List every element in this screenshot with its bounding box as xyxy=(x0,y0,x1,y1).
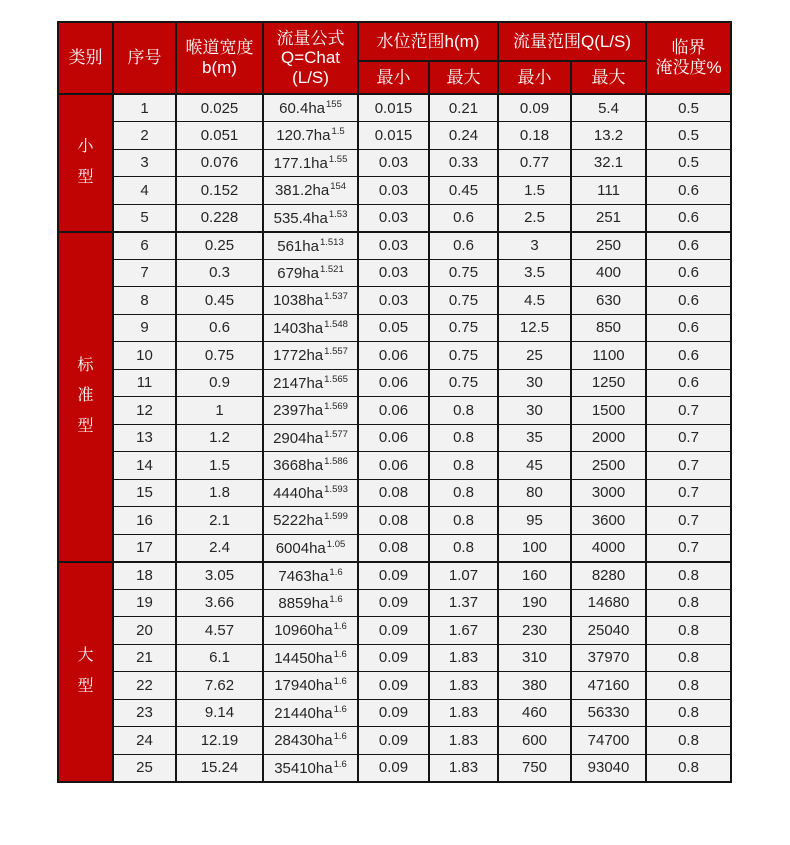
level-min-value: 0.05 xyxy=(358,314,429,342)
row-number: 10 xyxy=(113,342,176,370)
formula-value: $5222ha^{1.599}$ xyxy=(263,507,358,535)
submergence-value: 0.8 xyxy=(646,754,731,782)
header-formula-line1: 流量公式 xyxy=(276,28,345,48)
flow-max-value: 3600 xyxy=(571,507,646,535)
flow-max-value: 32.1 xyxy=(571,149,646,177)
level-min-value: 0.03 xyxy=(358,259,429,287)
header-index-label: 序号 xyxy=(127,48,162,68)
table-row xyxy=(58,204,731,232)
flow-max-value: 1500 xyxy=(571,397,646,425)
row-number: 16 xyxy=(113,507,176,535)
table-row xyxy=(58,754,731,782)
level-max-value: 0.8 xyxy=(429,507,498,535)
submergence-value: 0.8 xyxy=(646,562,731,590)
table-row xyxy=(58,232,731,260)
row-number: 2 xyxy=(113,122,176,150)
flow-max-value: 56330 xyxy=(571,699,646,727)
submergence-value: 0.7 xyxy=(646,424,731,452)
level-min-value: 0.08 xyxy=(358,507,429,535)
row-number: 25 xyxy=(113,754,176,782)
header-critical-line1: 临界 xyxy=(671,38,706,58)
throat-width-value: 0.025 xyxy=(176,94,263,122)
header-flow-range-label: 流量范围Q(L/S) xyxy=(512,31,632,51)
level-max-value: 0.8 xyxy=(429,424,498,452)
flow-min-value: 25 xyxy=(498,342,571,370)
throat-width-value: 0.3 xyxy=(176,259,263,287)
flow-min-value: 160 xyxy=(498,562,571,590)
row-number: 3 xyxy=(113,149,176,177)
category-cell: 小 型 xyxy=(58,94,113,232)
flow-min-value: 190 xyxy=(498,589,571,617)
table-header xyxy=(58,22,731,94)
level-max-value: 0.45 xyxy=(429,177,498,205)
submergence-value: 0.7 xyxy=(646,507,731,535)
row-number: 1 xyxy=(113,94,176,122)
formula-exponent: 1.548 xyxy=(324,318,348,330)
flow-max-value: 4000 xyxy=(571,534,646,562)
throat-width-value: 0.051 xyxy=(176,122,263,150)
level-min-value: 0.03 xyxy=(358,287,429,315)
header-flow-max xyxy=(571,61,646,94)
flow-max-value: 1100 xyxy=(571,342,646,370)
formula-value: $177.1ha^{1.55}$ xyxy=(263,149,358,177)
flow-max-value: 14680 xyxy=(571,589,646,617)
flow-min-value: 80 xyxy=(498,479,571,507)
level-max-value: 0.6 xyxy=(429,232,498,260)
flow-max-value: 3000 xyxy=(571,479,646,507)
table-body xyxy=(58,94,731,782)
level-max-value: 1.83 xyxy=(429,672,498,700)
formula-exponent: 1.53 xyxy=(328,208,348,220)
header-level-max-label: 最大 xyxy=(446,67,481,87)
formula-value: $120.7ha^{1.5}$ xyxy=(263,122,358,150)
table-row xyxy=(58,507,731,535)
level-max-value: 0.75 xyxy=(429,369,498,397)
row-number: 14 xyxy=(113,452,176,480)
level-min-value: 0.09 xyxy=(358,617,429,645)
formula-exponent: 1.521 xyxy=(319,263,344,275)
row-number: 23 xyxy=(113,699,176,727)
table-row xyxy=(58,94,731,122)
table-row xyxy=(58,397,731,425)
level-min-value: 0.09 xyxy=(358,727,429,755)
formula-value: $7463ha^{1.6}$ xyxy=(263,562,358,590)
throat-width-value: 0.75 xyxy=(176,342,263,370)
row-number: 13 xyxy=(113,424,176,452)
submergence-value: 0.8 xyxy=(646,699,731,727)
flow-max-value: 630 xyxy=(571,287,646,315)
table-row xyxy=(58,342,731,370)
level-max-value: 0.8 xyxy=(429,397,498,425)
formula-value: $2397ha^{1.569}$ xyxy=(263,397,358,425)
formula-value: $21440ha^{1.6}$ xyxy=(263,699,358,727)
formula-value: $1038ha^{1.537}$ xyxy=(263,287,358,315)
row-number: 12 xyxy=(113,397,176,425)
level-min-value: 0.09 xyxy=(358,672,429,700)
submergence-value: 0.8 xyxy=(646,589,731,617)
submergence-value: 0.6 xyxy=(646,259,731,287)
table-row xyxy=(58,122,731,150)
flow-min-value: 460 xyxy=(498,699,571,727)
submergence-value: 0.6 xyxy=(646,287,731,315)
submergence-value: 0.6 xyxy=(646,232,731,260)
table-row xyxy=(58,589,731,617)
submergence-value: 0.7 xyxy=(646,479,731,507)
throat-width-value: 7.62 xyxy=(176,672,263,700)
flow-max-value: 5.4 xyxy=(571,94,646,122)
flow-max-value: 93040 xyxy=(571,754,646,782)
row-number: 24 xyxy=(113,727,176,755)
row-number: 7 xyxy=(113,259,176,287)
row-number: 18 xyxy=(113,562,176,590)
header-level-range-label: 水位范围h(m) xyxy=(376,31,480,51)
submergence-value: 0.5 xyxy=(646,122,731,150)
flow-max-value: 850 xyxy=(571,314,646,342)
flow-min-value: 4.5 xyxy=(498,287,571,315)
submergence-value: 0.7 xyxy=(646,534,731,562)
formula-value: $10960ha^{1.6}$ xyxy=(263,617,358,645)
formula-value: $2904ha^{1.577}$ xyxy=(263,424,358,452)
category-cell: 大 型 xyxy=(58,562,113,782)
table-row xyxy=(58,479,731,507)
throat-width-value: 1.2 xyxy=(176,424,263,452)
level-min-value: 0.015 xyxy=(358,94,429,122)
level-min-value: 0.09 xyxy=(358,644,429,672)
submergence-value: 0.6 xyxy=(646,314,731,342)
row-number: 21 xyxy=(113,644,176,672)
level-min-value: 0.08 xyxy=(358,479,429,507)
throat-width-value: 0.6 xyxy=(176,314,263,342)
flow-max-value: 25040 xyxy=(571,617,646,645)
flow-min-value: 3.5 xyxy=(498,259,571,287)
submergence-value: 0.6 xyxy=(646,177,731,205)
header-throat-line2: b(m) xyxy=(202,58,237,77)
flow-min-value: 35 xyxy=(498,424,571,452)
flow-min-value: 1.5 xyxy=(498,177,571,205)
table-row xyxy=(58,534,731,562)
formula-value: $14450ha^{1.6}$ xyxy=(263,644,358,672)
table-row xyxy=(58,562,731,590)
table-row xyxy=(58,424,731,452)
table-row xyxy=(58,727,731,755)
level-max-value: 1.37 xyxy=(429,589,498,617)
throat-width-value: 3.66 xyxy=(176,589,263,617)
flow-max-value: 251 xyxy=(571,204,646,232)
throat-width-value: 0.9 xyxy=(176,369,263,397)
table-row xyxy=(58,149,731,177)
throat-width-value: 9.14 xyxy=(176,699,263,727)
formula-exponent: 1.569 xyxy=(324,401,348,413)
throat-width-value: 0.228 xyxy=(176,204,263,232)
formula-value: $381.2ha^{154}$ xyxy=(263,177,358,205)
level-max-value: 1.67 xyxy=(429,617,498,645)
throat-width-value: 4.57 xyxy=(176,617,263,645)
row-number: 22 xyxy=(113,672,176,700)
submergence-value: 0.6 xyxy=(646,204,731,232)
header-throat-width xyxy=(176,22,263,94)
submergence-value: 0.7 xyxy=(646,397,731,425)
formula-exponent: 1.6 xyxy=(333,758,347,770)
throat-width-value: 0.152 xyxy=(176,177,263,205)
level-max-value: 0.33 xyxy=(429,149,498,177)
level-min-value: 0.03 xyxy=(358,149,429,177)
formula-exponent: 1.557 xyxy=(324,346,348,358)
formula-value: $3668ha^{1.586}$ xyxy=(263,452,358,480)
flow-max-value: 74700 xyxy=(571,727,646,755)
row-number: 11 xyxy=(113,369,176,397)
level-max-value: 0.8 xyxy=(429,534,498,562)
level-max-value: 1.07 xyxy=(429,562,498,590)
flow-max-value: 400 xyxy=(571,259,646,287)
header-level-range xyxy=(358,22,498,61)
row-number: 6 xyxy=(113,232,176,260)
formula-exponent: 1.6 xyxy=(333,676,347,688)
flow-max-value: 250 xyxy=(571,232,646,260)
formula-value: $2147ha^{1.565}$ xyxy=(263,369,358,397)
row-number: 20 xyxy=(113,617,176,645)
flow-max-value: 37970 xyxy=(571,644,646,672)
submergence-value: 0.8 xyxy=(646,617,731,645)
flow-min-value: 30 xyxy=(498,369,571,397)
header-category xyxy=(58,22,113,94)
level-min-value: 0.09 xyxy=(358,754,429,782)
level-max-value: 1.83 xyxy=(429,644,498,672)
formula-exponent: 155 xyxy=(326,99,342,110)
level-max-value: 0.75 xyxy=(429,287,498,315)
category-cell: 标 准 型 xyxy=(58,232,113,562)
table-row xyxy=(58,672,731,700)
flow-min-value: 100 xyxy=(498,534,571,562)
table-row xyxy=(58,644,731,672)
formula-exponent: 1.55 xyxy=(328,153,348,165)
header-formula-line3: (L/S) xyxy=(292,67,329,87)
formula-exponent: 1.6 xyxy=(333,621,347,633)
throat-width-value: 1.8 xyxy=(176,479,263,507)
header-flow-max-label: 最大 xyxy=(591,67,626,87)
throat-width-value: 12.19 xyxy=(176,727,263,755)
spec-table xyxy=(57,21,732,783)
flow-min-value: 12.5 xyxy=(498,314,571,342)
formula-exponent: 1.577 xyxy=(324,428,348,440)
formula-exponent: 154 xyxy=(330,181,347,193)
formula-exponent: 1.537 xyxy=(324,291,348,303)
formula-exponent: 1.586 xyxy=(324,456,348,468)
flow-min-value: 750 xyxy=(498,754,571,782)
level-max-value: 0.8 xyxy=(429,452,498,480)
level-max-value: 0.6 xyxy=(429,204,498,232)
level-min-value: 0.09 xyxy=(358,699,429,727)
formula-value: $561ha^{1.513}$ xyxy=(263,232,358,260)
level-min-value: 0.06 xyxy=(358,397,429,425)
row-number: 8 xyxy=(113,287,176,315)
formula-exponent: 1.513 xyxy=(319,236,344,248)
header-flow-min-label: 最小 xyxy=(517,67,552,87)
header-category-label: 类别 xyxy=(68,48,103,68)
flow-min-value: 30 xyxy=(498,397,571,425)
formula-value: $679ha^{1.521}$ xyxy=(263,259,358,287)
throat-width-value: 0.45 xyxy=(176,287,263,315)
table-row xyxy=(58,617,731,645)
level-min-value: 0.06 xyxy=(358,369,429,397)
header-critical-line2: 淹没度% xyxy=(655,58,722,77)
throat-width-value: 2.4 xyxy=(176,534,263,562)
level-max-value: 0.8 xyxy=(429,479,498,507)
table-row xyxy=(58,699,731,727)
formula-exponent: 1.05 xyxy=(326,538,346,550)
header-row-1 xyxy=(58,22,731,61)
flow-max-value: 47160 xyxy=(571,672,646,700)
header-flow-min xyxy=(498,61,571,94)
submergence-value: 0.5 xyxy=(646,94,731,122)
formula-value: $6004ha^{1.05}$ xyxy=(263,534,358,562)
header-throat-line1: 喉道宽度 xyxy=(185,38,254,58)
formula-value: $1772ha^{1.557}$ xyxy=(263,342,358,370)
header-critical-submergence xyxy=(646,22,731,94)
throat-width-value: 3.05 xyxy=(176,562,263,590)
row-number: 19 xyxy=(113,589,176,617)
level-max-value: 0.75 xyxy=(429,259,498,287)
flow-max-value: 2500 xyxy=(571,452,646,480)
flow-min-value: 380 xyxy=(498,672,571,700)
row-number: 9 xyxy=(113,314,176,342)
throat-width-value: 15.24 xyxy=(176,754,263,782)
flow-min-value: 45 xyxy=(498,452,571,480)
row-number: 5 xyxy=(113,204,176,232)
submergence-value: 0.8 xyxy=(646,644,731,672)
flow-min-value: 95 xyxy=(498,507,571,535)
submergence-value: 0.6 xyxy=(646,369,731,397)
submergence-value: 0.5 xyxy=(646,149,731,177)
table-row xyxy=(58,259,731,287)
table-row xyxy=(58,287,731,315)
flow-max-value: 2000 xyxy=(571,424,646,452)
throat-width-value: 1 xyxy=(176,397,263,425)
formula-value: $35410ha^{1.6}$ xyxy=(263,754,358,782)
level-min-value: 0.03 xyxy=(358,204,429,232)
header-formula-line2: Q=Chat xyxy=(280,48,341,68)
flow-min-value: 600 xyxy=(498,727,571,755)
table-row xyxy=(58,452,731,480)
row-number: 15 xyxy=(113,479,176,507)
flow-max-value: 111 xyxy=(571,177,646,205)
throat-width-value: 1.5 xyxy=(176,452,263,480)
formula-exponent: 1.5 xyxy=(331,126,345,138)
formula-value: $8859ha^{1.6}$ xyxy=(263,589,358,617)
table-row xyxy=(58,369,731,397)
level-max-value: 1.83 xyxy=(429,727,498,755)
formula-exponent: 1.6 xyxy=(329,593,343,605)
level-max-value: 0.24 xyxy=(429,122,498,150)
header-level-max xyxy=(429,61,498,94)
level-min-value: 0.03 xyxy=(358,177,429,205)
table-row xyxy=(58,314,731,342)
header-level-min xyxy=(358,61,429,94)
formula-value: $1403ha^{1.548}$ xyxy=(263,314,358,342)
formula-exponent: 1.593 xyxy=(324,483,348,495)
level-max-value: 1.83 xyxy=(429,754,498,782)
flow-min-value: 2.5 xyxy=(498,204,571,232)
row-number: 4 xyxy=(113,177,176,205)
level-max-value: 1.83 xyxy=(429,699,498,727)
flow-min-value: 230 xyxy=(498,617,571,645)
submergence-value: 0.8 xyxy=(646,727,731,755)
flow-max-value: 1250 xyxy=(571,369,646,397)
formula-value: $17940ha^{1.6}$ xyxy=(263,672,358,700)
formula-exponent: 1.6 xyxy=(333,648,347,660)
level-min-value: 0.08 xyxy=(358,534,429,562)
level-min-value: 0.06 xyxy=(358,424,429,452)
level-min-value: 0.09 xyxy=(358,562,429,590)
formula-exponent: 1.6 xyxy=(329,566,343,578)
row-number: 17 xyxy=(113,534,176,562)
flow-min-value: 0.09 xyxy=(498,94,571,122)
header-formula xyxy=(263,22,358,94)
throat-width-value: 0.076 xyxy=(176,149,263,177)
spec-table-wrap xyxy=(57,21,732,783)
level-max-value: 0.75 xyxy=(429,314,498,342)
level-min-value: 0.06 xyxy=(358,342,429,370)
table-row xyxy=(58,177,731,205)
throat-width-value: 2.1 xyxy=(176,507,263,535)
formula-exponent: 1.599 xyxy=(324,511,348,523)
flow-min-value: 3 xyxy=(498,232,571,260)
formula-exponent: 1.565 xyxy=(324,373,348,385)
flow-min-value: 0.77 xyxy=(498,149,571,177)
flow-min-value: 0.18 xyxy=(498,122,571,150)
formula-value: $4440ha^{1.593}$ xyxy=(263,479,358,507)
throat-width-value: 6.1 xyxy=(176,644,263,672)
submergence-value: 0.7 xyxy=(646,452,731,480)
level-max-value: 0.21 xyxy=(429,94,498,122)
formula-value: $535.4ha^{1.53}$ xyxy=(263,204,358,232)
flow-min-value: 310 xyxy=(498,644,571,672)
flow-max-value: 8280 xyxy=(571,562,646,590)
formula-exponent: 1.6 xyxy=(333,731,347,743)
level-min-value: 0.06 xyxy=(358,452,429,480)
header-flow-range xyxy=(498,22,646,61)
formula-value: $60.4ha^{155}$ xyxy=(263,94,358,122)
level-max-value: 0.75 xyxy=(429,342,498,370)
formula-exponent: 1.6 xyxy=(333,703,347,715)
submergence-value: 0.8 xyxy=(646,672,731,700)
level-min-value: 0.09 xyxy=(358,589,429,617)
submergence-value: 0.6 xyxy=(646,342,731,370)
throat-width-value: 0.25 xyxy=(176,232,263,260)
flow-max-value: 13.2 xyxy=(571,122,646,150)
level-min-value: 0.015 xyxy=(358,122,429,150)
level-min-value: 0.03 xyxy=(358,232,429,260)
header-index xyxy=(113,22,176,94)
header-level-min-label: 最小 xyxy=(376,67,411,87)
formula-value: $28430ha^{1.6}$ xyxy=(263,727,358,755)
